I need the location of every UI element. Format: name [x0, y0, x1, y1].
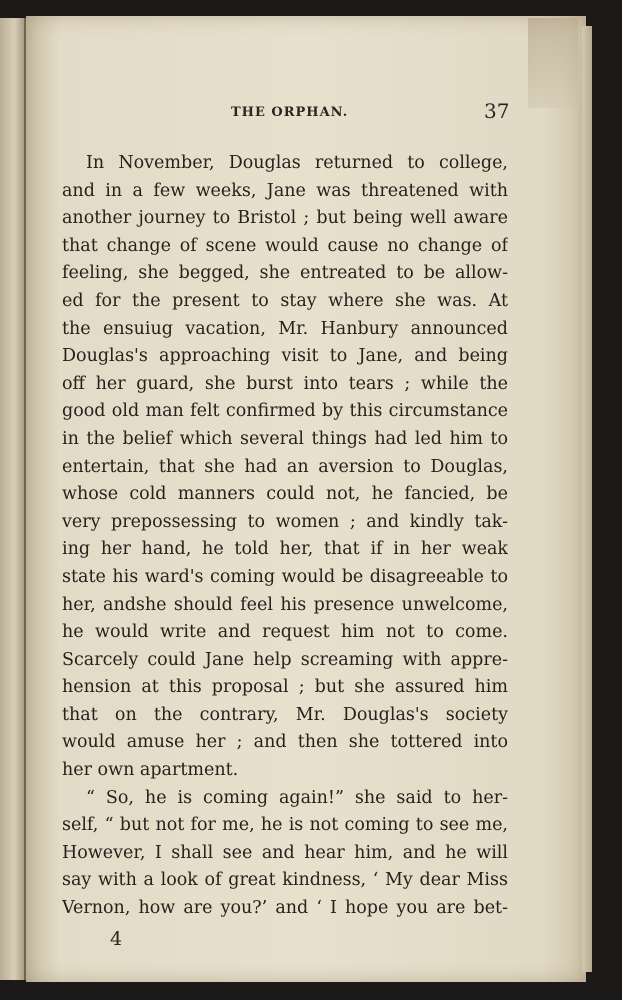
text-line: entertain, that she had an aversion to Douglas, [62, 456, 508, 477]
text-line: her own apartment. [62, 760, 239, 781]
text-line: self, “ but not for me, he is not coming to see me, [62, 815, 508, 836]
body-text [62, 150, 508, 923]
text-line: another journey to Bristol ; but being well aware [62, 208, 508, 229]
text-line: that on the contrary, Mr. Douglas's society [62, 704, 508, 725]
text-line: feeling, she begged, she entreated to be allow- [62, 263, 508, 284]
text-line: Scarcely could Jane help screaming with appre- [62, 649, 508, 670]
corner-fold [528, 18, 578, 108]
text-line: the ensuiug vacation, Mr. Hanbury announced [62, 318, 508, 339]
facing-page-edge [0, 18, 26, 980]
text-line: hension at this proposal ; but she assured him [62, 677, 508, 698]
running-title: THE ORPHAN. [231, 105, 349, 120]
text-line: However, I shall see and hear him, and he will [62, 842, 508, 863]
page-header [26, 99, 586, 133]
text-line: good old man felt confirmed by this circumstance [62, 401, 508, 422]
text-line: that change of scene would cause no change of [62, 235, 508, 256]
text-line: say with a look of great kindness, ‘ My dear Miss [62, 870, 508, 891]
page-stack-edge [582, 26, 592, 972]
text-line: in the belief which several things had led him to [62, 428, 508, 449]
text-line: whose cold manners could not, he fancied, be [62, 484, 508, 505]
text-line: would amuse her ; and then she tottered into [62, 732, 508, 753]
text-line: ed for the present to stay where she was. At [62, 290, 508, 311]
text-line: In November, Douglas returned to college, [86, 153, 508, 173]
text-line: state his ward's coming would be disagreeable to [62, 566, 508, 587]
text-line: her, andshe should feel his presence unwelcome, [62, 594, 508, 615]
text-line: ing her hand, he told her, that if in her weak [62, 539, 508, 560]
text-line: and in a few weeks, Jane was threatened with [62, 180, 508, 201]
text-line: “ So, he is coming again!” she said to her- [86, 787, 508, 808]
text-line: off her guard, she burst into tears ; while the [62, 373, 508, 394]
text-line: Douglas's approaching visit to Jane, and being [62, 346, 508, 367]
page-number: 37 [484, 99, 510, 123]
signature-mark: 4 [110, 928, 123, 950]
text-line: Vernon, how are you?’ and ‘ I hope you are bet- [62, 898, 508, 919]
text-line: he would write and request him not to come. [62, 622, 508, 643]
text-line: very prepossessing to women ; and kindly tak- [62, 511, 508, 532]
